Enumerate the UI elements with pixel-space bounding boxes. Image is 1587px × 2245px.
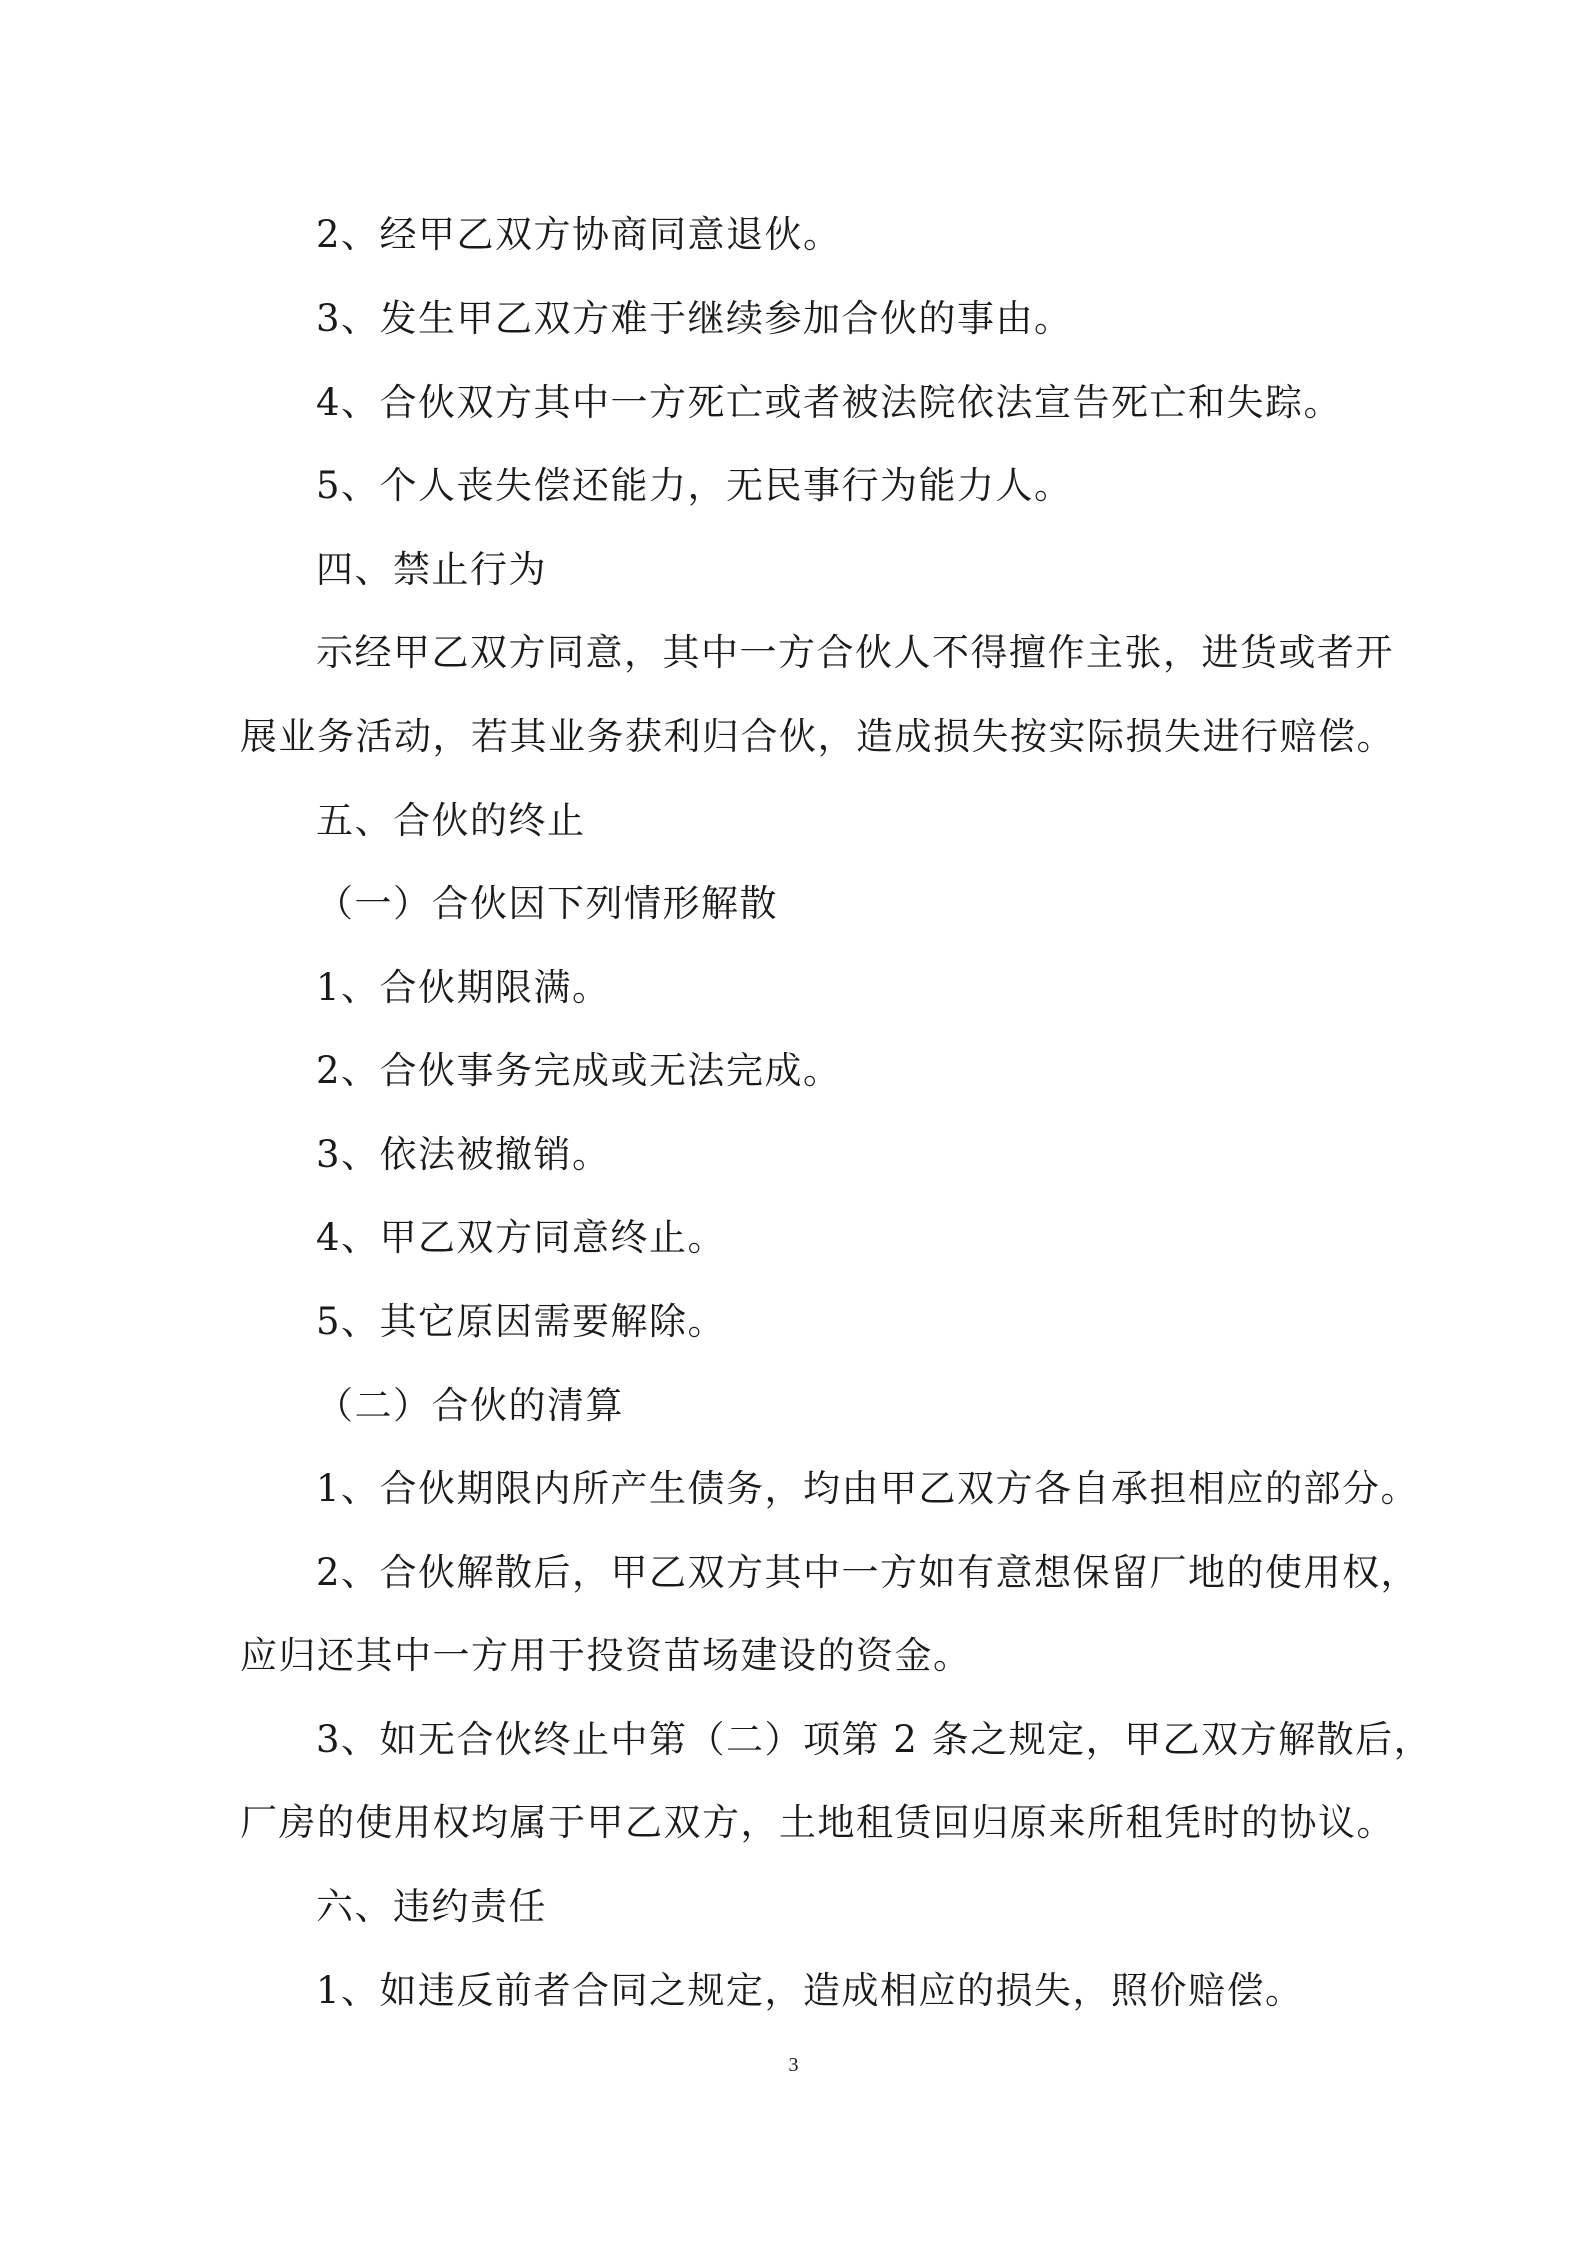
section-heading: 五、合伙的终止 (316, 799, 586, 842)
text-line: 5、个人丧失偿还能力，无民事行为能力人。 (316, 464, 1073, 507)
text-line: 应归还其中一方用于投资苗场建设的资金。 (240, 1634, 972, 1677)
text-line: 3、依法被撤销。 (316, 1133, 611, 1176)
subsection-heading: （一）合伙因下列情形解散 (316, 882, 778, 925)
text-line: 1、合伙期限满。 (316, 966, 611, 1009)
section-heading: 四、禁止行为 (316, 548, 547, 591)
page-number: 3 (788, 2054, 799, 2076)
text-line: 2、合伙事务完成或无法完成。 (316, 1049, 842, 1092)
text-line: 2、经甲乙双方协商同意退伙。 (316, 213, 842, 256)
text-line: 厂房的使用权均属于甲乙双方，土地租赁回归原来所租凭时的协议。 (240, 1801, 1395, 1844)
text-line: 2、合伙解散后，甲乙双方其中一方如有意想保留厂地的使用权， (316, 1551, 1420, 1594)
text-line: 3、发生甲乙双方难于继续参加合伙的事由。 (316, 297, 1073, 340)
text-line: 4、甲乙双方同意终止。 (316, 1216, 727, 1259)
text-line: 5、其它原因需要解除。 (316, 1300, 727, 1343)
text-line: 3、如无合伙终止中第（二）项第 2 条之规定，甲乙双方解散后， (316, 1718, 1433, 1761)
text-line: 1、合伙期限内所产生债务，均由甲乙双方各自承担相应的部分。 (316, 1467, 1420, 1510)
text-line: 1、如违反前者合同之规定，造成相应的损失，照价赔偿。 (316, 1969, 1304, 2012)
section-heading: 六、违约责任 (316, 1885, 547, 1928)
text-line: 4、合伙双方其中一方死亡或者被法院依法宣告死亡和失踪。 (316, 381, 1343, 424)
text-line: 展业务活动，若其业务获利归合伙，造成损失按实际损失进行赔偿。 (240, 715, 1395, 758)
text-line: 示经甲乙双方同意，其中一方合伙人不得擅作主张，进货或者开 (316, 631, 1394, 674)
subsection-heading: （二）合伙的清算 (316, 1384, 624, 1427)
